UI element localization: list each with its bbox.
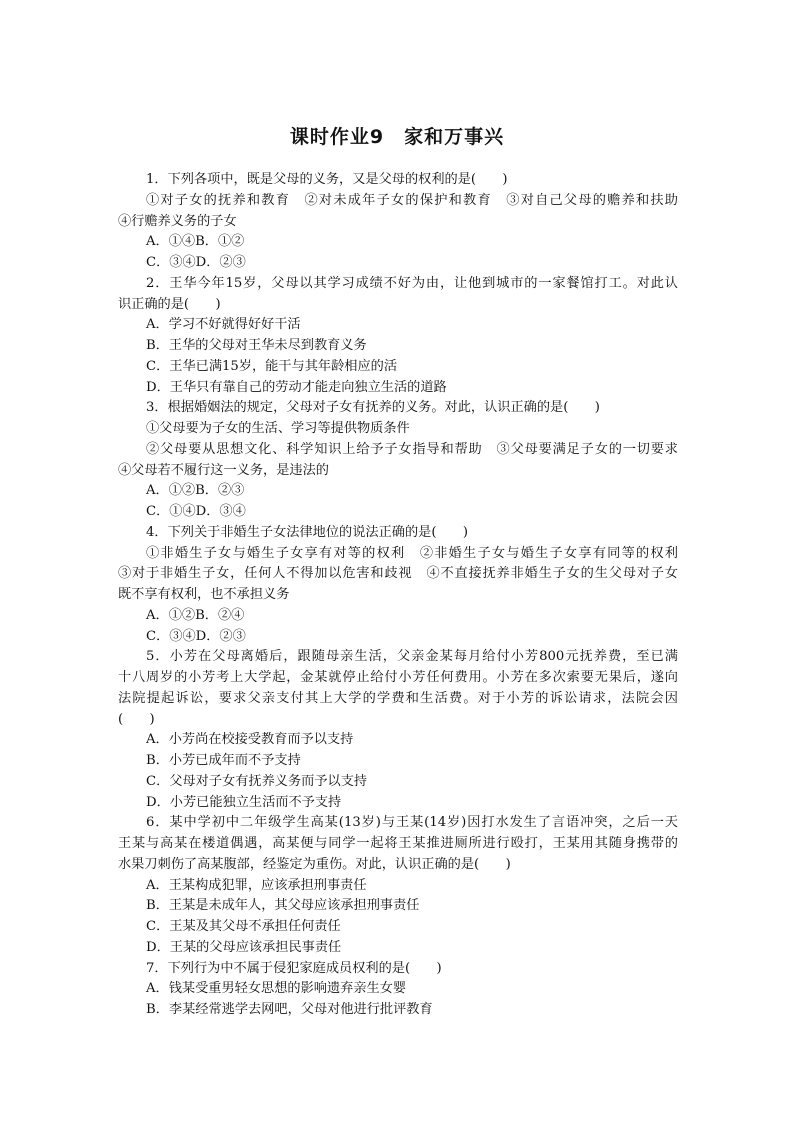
text-line: 水果刀刺伤了高某腹部，经鉴定为重伤。对此，认识正确的是( ) xyxy=(118,856,511,872)
text-line: ②父母要从思想文化、科学知识上给予子女指导和帮助 ③父母要满足子女的一切要求 xyxy=(146,441,678,457)
text-line: A．①④B．①② xyxy=(146,234,245,250)
text-line: D．小芳已能独立生活而不予支持 xyxy=(146,794,342,810)
text-line: 王某与高某在楼道偶遇，高某便与同学一起将王某推进厕所进行殴打，王某用其随身携带的 xyxy=(118,836,678,851)
text-line: B．李某经常逃学去网吧，父母对他进行批评教育 xyxy=(146,1002,433,1017)
text-line: A．王某构成犯罪，应该承担刑事责任 xyxy=(146,877,367,893)
text-line: 4．下列关于非婚生子女法律地位的说法正确的是( ) xyxy=(146,524,468,540)
text-line: 十八周岁的小芳考上大学起，金某就停止给付小芳任何费用。小芳在多次索要无果后，遂向 xyxy=(118,670,678,685)
text-line: B．小芳已成年而不予支持 xyxy=(146,753,301,768)
text-line: C．王某及其父母不承担任何责任 xyxy=(146,919,341,934)
text-line: 2．王华今年15岁，父母以其学习成绩不好为由，让他到城市的一家餐馆打工。对此认 xyxy=(146,275,678,291)
text-line: ③对于非婚生子女，任何人不得加以危害和歧视 ④不直接抚养非婚生子女的生父母对子女 xyxy=(118,566,678,582)
text-line: C．王华已满15岁，能干与其年龄相应的活 xyxy=(146,358,398,374)
text-line: A．①②B．②③ xyxy=(146,483,245,499)
page-title: 课时作业9 家和万事兴 xyxy=(289,126,505,148)
text-line: 既不享有权利，也不承担义务 xyxy=(118,587,290,602)
text-line: ( ) xyxy=(118,711,155,727)
text-line: A．①②B．②④ xyxy=(146,607,245,623)
text-line: B．王华的父母对王华未尽到教育义务 xyxy=(146,338,367,353)
text-line: ④父母若不履行这一义务，是违法的 xyxy=(118,462,329,478)
text-line: D．王某的父母应该承担民事责任 xyxy=(146,939,342,955)
text-line: A．小芳尚在校接受教育而予以支持 xyxy=(146,732,354,748)
text-line: C．①④D．③④ xyxy=(146,504,246,519)
text-line: C．父母对子女有抚养义务而予以支持 xyxy=(146,773,368,789)
text-line: 3．根据婚姻法的规定，父母对子女有抚养的义务。对此，认识正确的是( ) xyxy=(146,400,600,416)
text-line: D．王华只有靠自己的劳动才能走向独立生活的道路 xyxy=(146,379,447,395)
text-line: 6．某中学初中二年级学生高某(13岁)与王某(14岁)因打水发生了言语冲突，之后一天 xyxy=(146,815,678,831)
text-line: B．王某是未成年人，其父母应该承担刑事责任 xyxy=(146,898,420,914)
text-line: 7．下列行为中不属于侵犯家庭成员权利的是( ) xyxy=(146,960,442,976)
text-line: 5．小芳在父母离婚后，跟随母亲生活，父亲金某每月给付小芳800元抚养费，至已满 xyxy=(146,649,678,665)
text-line: 法院提起诉讼，要求父亲支付其上大学的学费和生活费。对于小芳的诉讼请求，法院会因 xyxy=(118,690,678,706)
text-line: 1．下列各项中，既是父母的义务，又是父母的权利的是( ) xyxy=(146,172,508,187)
text-line: C．③④D．②③ xyxy=(146,255,246,270)
question-body xyxy=(118,170,678,1021)
text-line: ①对子女的抚养和教育 ②对未成年子女的保护和教育 ③对自己父母的赡养和扶助 xyxy=(146,192,678,208)
text-line: ①非婚生子女与婚生子女享有对等的权利 ②非婚生子女与婚生子女享有同等的权利 xyxy=(146,545,678,561)
text-line: A．学习不好就得好好干活 xyxy=(146,317,301,333)
text-line: C．③④D．②③ xyxy=(146,628,246,644)
text-line: A．钱某受重男轻女思想的影响遗弃亲生女婴 xyxy=(146,981,407,997)
text-line: ①父母要为子女的生活、学习等提供物质条件 xyxy=(146,421,410,436)
text-line: 识正确的是( ) xyxy=(118,296,221,312)
text-line: ④行赡养义务的子女 xyxy=(118,213,237,229)
